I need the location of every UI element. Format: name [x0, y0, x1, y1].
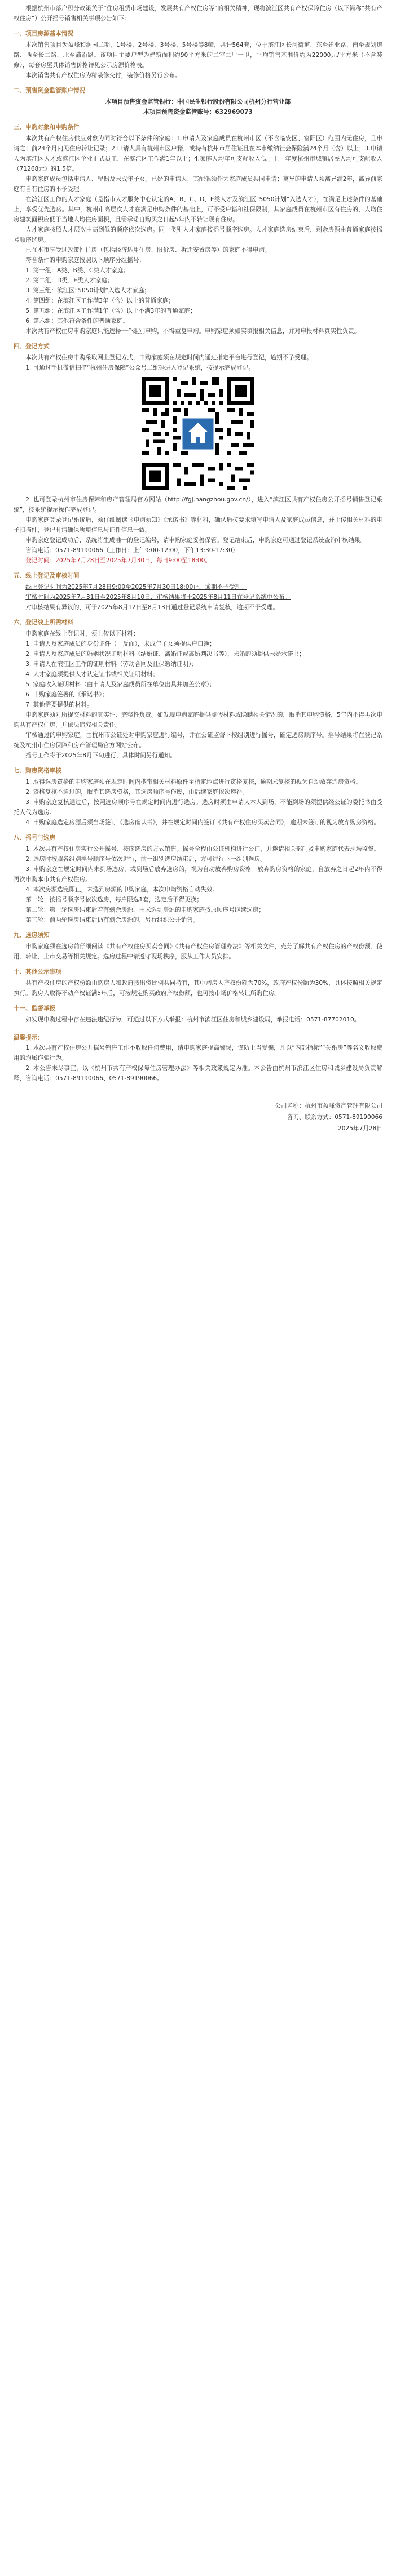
section-1-title: 一、项目房源基本情况: [14, 30, 73, 37]
section-4-paragraph-2: 1. 可通过手机微信扫描“杭州住房保障”公众号二维码进入登记系统，按提示完成登记。: [25, 365, 255, 371]
group-item: 5. 第五组：在滨江区工作满1年（含）以上不满3年的普通家庭；: [25, 308, 196, 314]
section-8-paragraph-1: 1. 本次共有产权住房实行公开摇号、按序选房的方式销售。摇号全程由公证机构进行公证，并邀请相关部门及申购家庭代表现场监督。: [25, 846, 380, 852]
section-4-paragraph-3: 2. 也可登录杭州市住房保障和房产管理局官方网站（http://fgj.hangzhou.gov.cn/），进入“滨江区共有产权住房公开摇号销售登记系统”，按系统提示操作完成登记。: [14, 496, 382, 513]
supervision-bank: 本项目预售资金监管银行：中国民生银行股份有限公司杭州分行营业部: [105, 99, 291, 105]
section-9-title: 九、选房须知: [14, 932, 50, 939]
section-6-paragraph-1: 申购家庭在线上登记时，须上传以下材料：: [25, 630, 139, 637]
section-3-paragraph-3: 在滨江区工作的人才家庭（是指市人才服务中心认定的A、B、C、D、E类人才及滨江区“5050计划”入选人才），在满足上述条件的基础上，享受优先选房。其中，杭州市高层次人才在满足申购条件的基础上，可不受户籍和社保限制，其家庭成员在杭州市区有住房的，人均住房建筑面积应低于当地人均住房面积，且需承诺自购买之日起5年内不转让现有住房。: [14, 196, 382, 223]
section-3-paragraph-6: 符合条件的申购家庭按照以下顺序分组摇号：: [25, 257, 146, 264]
section-3-paragraph-1: 本次共有产权住房供应对象为同时符合以下条件的家庭：1.申请人及家庭成员在杭州市区（不含临安区、富阳区）范围内无住房，且申请之日前24个月内无住房转让记录；2.申请人具有杭州市区户籍，或持有杭州市居住证且在本市缴纳社会保险满24个月（含）以上；3.申请人为滨江区人才或滨江区企业正式员工，在滨江区工作满1年以上；4.家庭人均年可支配收入低于上一年度杭州市城镇居民人均可支配收入（71268元）的1.5倍。: [14, 135, 382, 172]
section-9-paragraph-1: 申购家庭须在选房前仔细阅读《共有产权住房买卖合同》《共有产权住房管理办法》等相关文件，充分了解共有产权住房的产权份额、使用、转让、上市交易等相关规定。选房过程中请遵守现场秩序，服从工作人员安排。: [14, 943, 382, 960]
round-one: 第一轮：按摇号顺序号依次选房，每户限选1套，选定后不得更换；: [25, 896, 203, 903]
section-7-paragraph-2: 2. 资格复核不通过的，取消其选房资格，其选房顺序号作废，由后续家庭依次递补。: [25, 789, 249, 796]
supervision-account: 本项目预售资金监管账号：632969073: [143, 109, 253, 116]
review-objection: 对审核结果有异议的，可于2025年8月12日至8月13日通过登记系统申请复核，逾期不予受理。: [25, 604, 279, 611]
online-registration-time: 线上登记时间为2025年7月28日9:00至2025年7月30日18:00止，逾期不予受理。: [25, 584, 247, 590]
section-3-paragraph-4: 人才家庭按照人才层次由高到低的顺序依次选房。同一类别人才家庭按摇号顺序选房。人才家庭选房结束后，剩余房源由普通家庭按摇号顺序选房。: [14, 226, 382, 243]
section-7-paragraph-4: 4. 申购家庭选定房源后须当场签订《选房确认书》，并在规定时间内签订《共有产权住房买卖合同》，逾期未签订的视为放弃购房资格。: [25, 819, 380, 826]
group-item: 2. 第二组：D类、E类人才家庭；: [25, 277, 113, 284]
section-6-paragraph-3: 审核通过的申购家庭，由杭州市公证处对申购家庭进行编号，并在公证监督下按组别进行摇号，确定选房顺序号。摇号结果将在登记系统及杭州市住房保障和房产管理局官方网站公布。: [14, 732, 382, 749]
qr-code-icon[interactable]: [142, 377, 254, 490]
section-4-paragraph-1: 本次共有产权住房申购采取网上登记方式，申购家庭须在规定时间内通过指定平台进行登记，逾期不予受理。: [25, 354, 313, 361]
signature-block: [14, 1100, 382, 1134]
section-1-paragraph-2: 本次销售共有产权住房为精装修交付，装修价格另行公布。: [25, 72, 181, 79]
signature-date: 2025年7月28日: [338, 1125, 382, 1132]
round-two: 第二轮：第一轮选房结束后若有剩余房源，由未选到房源的申购家庭按原顺序号继续选房；: [25, 907, 265, 913]
announcement-page: [0, 0, 396, 1134]
material-item: 5. 家庭收入证明材料（由申请人及家庭成员所在单位出具并加盖公章）；: [25, 681, 215, 688]
signature-contact: 咨询、联系方式：0571-89190066: [287, 1114, 382, 1121]
review-time: 审核时间为2025年7月31日至2025年8月10日，审核结果将于2025年8月11日在登记系统中公布。: [25, 594, 291, 601]
section-10-title: 十、其他公示事项: [14, 969, 61, 975]
section-6-paragraph-2: 申购家庭须对所提交材料的真实性、完整性负责。如发现申购家庭提供虚假材料或隐瞒相关情况的，取消其申购资格，5年内不得再次申购共有产权住房，并依法追究相关责任。: [14, 712, 382, 729]
section-3-paragraph-5: 已在本市享受过政策性住房（包括经济适用住房、限价房、拆迁安置房等）的家庭不得申购。: [25, 247, 271, 254]
group-item: 1. 第一组：A类、B类、C类人才家庭；: [25, 267, 129, 274]
section-5-title: 五、线上登记及审核时间: [14, 572, 80, 579]
section-8-title: 八、摇号与选房: [14, 834, 56, 841]
section-6-paragraph-4: 摇号工作将于2025年8月下旬进行，具体时间另行通知。: [25, 752, 176, 759]
material-item: 3. 申请人在滨江区工作的证明材料（劳动合同及社保缴纳证明）；: [25, 661, 197, 668]
group-item: 6. 第六组：其他符合条件的普通家庭。: [25, 318, 129, 325]
group-item: 3. 第三组：滨江区“5050计划”入选人才家庭；: [25, 287, 151, 294]
section-1-paragraph-1: 本次销售项目为盈峰和润园二期，1号楼、2号楼、3号楼、5号楼等8幢，共计564套，位于滨江区长河街道，东至建业路、南至规划道路、西至长二路、北至浦沿路。该项目主要户型为建筑面积约90平方米的二室二厅一卫，平均销售基准价约为22000元/平方米（不含装修），每套房屋具体销售价格详见公示房源价格表。: [14, 42, 382, 69]
section-10-paragraph-1: 共有产权住房的产权份额由购房人和政府按出资比例共同持有，其中购房人产权份额为70%，政府产权份额为30%，具体按照相关规定执行。购房人取得不动产权证满5年后，可按规定购买政府产权份额，也可按市场价格转让所购住房。: [14, 980, 382, 997]
section-6-title: 六、登记线上所需材料: [14, 619, 73, 626]
notes-title: 温馨提示：: [14, 1034, 43, 1041]
material-item: 7. 其他需要提供的材料。: [25, 701, 93, 708]
section-3-paragraph-2: 申购家庭成员包括申请人、配偶及未成年子女。已婚的申请人，其配偶须作为家庭成员共同申请；离异的申请人须离异满2年，离异前家庭有自有住房的不予受理。: [14, 176, 382, 193]
notes-paragraph-1: 1. 本次共有产权住房公开摇号销售工作不收取任何费用，请申购家庭提高警惕，谨防上当受骗，凡以“内部指标”“关系房”等名义收取费用的均属诈骗行为。: [14, 1045, 382, 1062]
section-4-paragraph-5: 申购家庭登记成功后，系统将生成唯一的登记编号，请申购家庭妥善保管。登记结束后，申购家庭可通过登记系统查询审核结果。: [25, 537, 367, 544]
qr-code-container: [14, 377, 382, 490]
section-7-title: 七、购房资格审核: [14, 767, 61, 774]
material-item: 2. 申请人及家庭成员的婚姻状况证明材料（结婚证、离婚证或离婚判决书等），未婚的须提供未婚承诺书；: [25, 651, 305, 658]
group-item: 4. 第四组：在滨江区工作满3年（含）以上的普通家庭；: [25, 297, 175, 304]
material-item: 6. 申购家庭签署的《承诺书》；: [25, 691, 108, 698]
section-8-paragraph-4: 4. 本次房源选完即止，未选到房源的申购家庭，本次申购资格自动失效。: [25, 886, 219, 893]
consult-phone: 咨询电话：0571-89190066（工作日：上午9:00-12:00，下午13:30-17:30）: [25, 547, 239, 554]
notes-paragraph-2: 2. 本公告未尽事宜，以《杭州市共有产权保障住房管理办法》等相关政策规定为准。本公告由杭州市滨江区住房和城乡建设局负责解释，咨询电话：0571-89190066、0571-89190066。: [14, 1065, 382, 1082]
section-4-title: 四、登记方式: [14, 343, 50, 350]
section-7-paragraph-1: 1. 取得选房资格的申购家庭须在规定时间内携带相关材料原件至指定地点进行资格复核，逾期未复核的视为自动放弃选房资格。: [25, 779, 362, 785]
section-3-paragraph-7: 本次共有产权住房申购家庭只能选择一个组别申购，不得重复申购。申购家庭须如实填报相关信息，并对申报材料真实性负责。: [25, 328, 360, 335]
section-8-paragraph-3: 3. 申购家庭在规定时间内未到场选房，或到场后放弃选房的，视为自动放弃购房资格。放弃购房资格的家庭，自放弃之日起2年内不得再次申购本市共有产权住房。: [14, 866, 382, 883]
registration-time: 登记时间：2025年7月28日至2025年7月30日，每日9:00至18:00。: [25, 557, 211, 564]
material-item: 4. 人才家庭须提供人才认定证书或相关证明材料；: [25, 671, 159, 678]
section-8-paragraph-2: 2. 选房时按照各组别摇号顺序号依次进行，前一组别选房结束后，方可进行下一组别选房。: [25, 856, 266, 863]
material-item: 1. 申请人及家庭成员的身份证件（正反面），未成年子女须提供户口簿；: [25, 641, 215, 647]
signature-org: 公司名称：杭州市盈峰资产管理有限公司: [275, 1103, 382, 1109]
section-7-paragraph-3: 3. 申购家庭复核通过后，按照选房顺序号在规定时间内进行选房。选房时须由申请人本人到场，不能到场的须提供经公证的委托书由受托人代为选房。: [14, 799, 382, 816]
section-11-paragraph-1: 如发现申购过程中存在违法违纪行为，可通过以下方式举报：杭州市滨江区住房和城乡建设局，举报电话：0571-87702010。: [25, 1016, 360, 1023]
intro-paragraph: 根据杭州市落户积分政策关于“住房租赁市场建设，发展共有产权住房等”的相关精神，现将滨江区共有产权保障住房（以下简称“共有产权住房”）公开摇号销售相关事项公告如下：: [14, 5, 382, 22]
section-4-paragraph-4: 申购家庭登录登记系统后，须仔细阅读《申购须知》《承诺书》等材料，确认后按要求填写申请人及家庭成员信息，并上传相关材料的电子扫描件，登记时请确保所填信息与证件信息一致。: [14, 517, 382, 534]
section-11-title: 十一、监督举报: [14, 1005, 56, 1012]
section-3-title: 三、申购对象和申购条件: [14, 124, 80, 131]
round-three: 第三轮：前两轮选房结束后仍有剩余房源的，另行组织公开销售。: [25, 917, 199, 923]
section-2-title: 二、预售资金监管账户情况: [14, 87, 86, 94]
